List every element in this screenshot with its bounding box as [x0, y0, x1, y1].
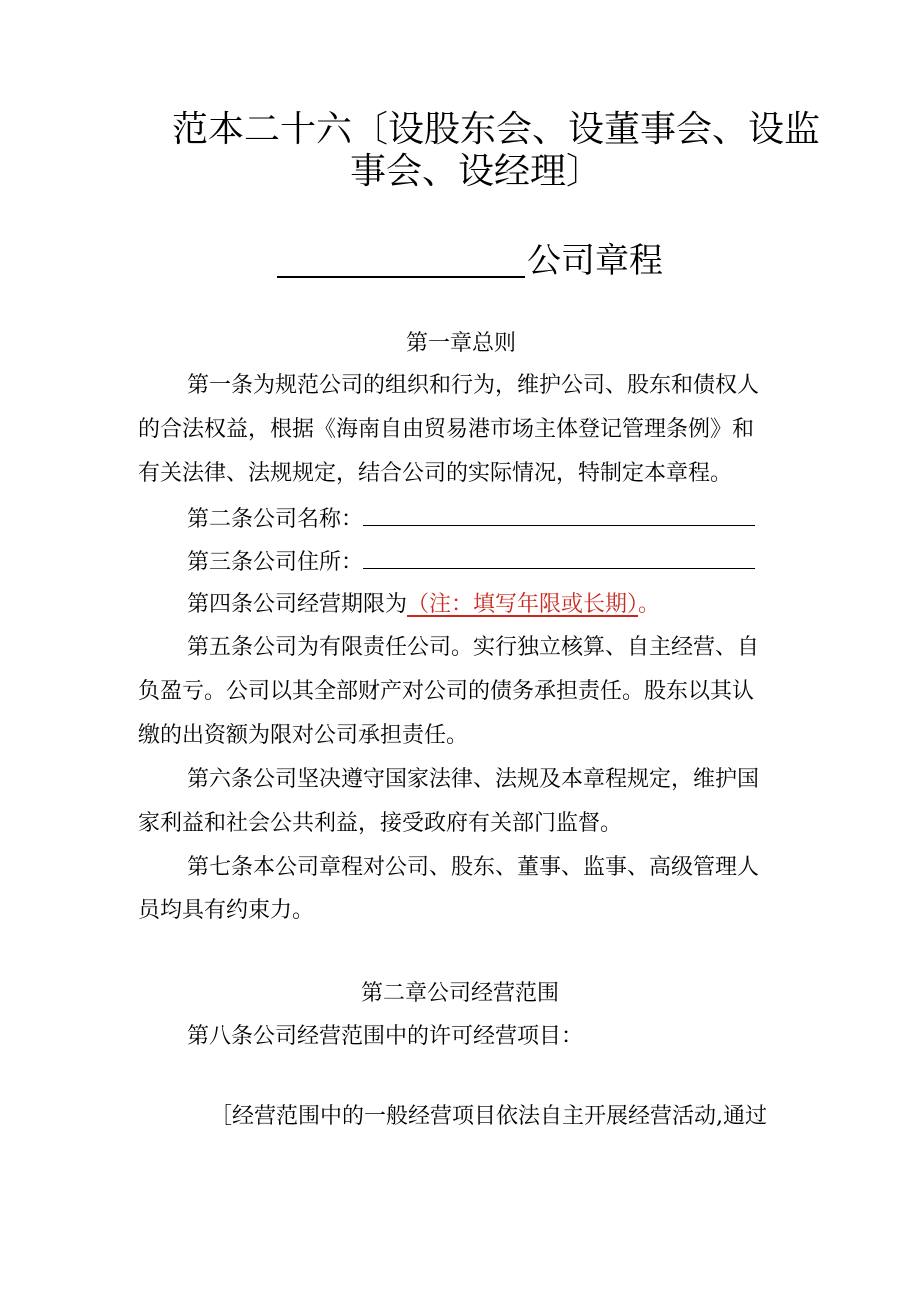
article8: 第八条公司经营范围中的许可经营项目： — [187, 1024, 584, 1049]
article7-line1: 第七条本公司章程对公司、股东、董事、监事、高级管理人 — [187, 855, 760, 880]
article2-label: 第二条公司名称： — [187, 507, 364, 532]
article4-suffix: 。 — [638, 592, 661, 617]
article6-line1: 第六条公司坚决遵守国家法律、法规及本章程规定，维护国 — [187, 767, 760, 792]
article5-line1: 第五条公司为有限责任公司。实行独立核算、自主经营、自 — [187, 635, 760, 660]
article3 — [187, 550, 755, 574]
article1-line3: 有关法律、法规规定，结合公司的实际情况，特制定本章程。 — [138, 461, 733, 486]
article4 — [187, 594, 660, 616]
article4-prefix: 第四条公司经营期限为 — [187, 592, 408, 617]
chapter1-heading: 第一章总则 — [406, 331, 517, 356]
article5-line2: 负盈亏。公司以其全部财产对公司的债务承担责任。股东以其认 — [138, 679, 755, 704]
article5-line3: 缴的出资额为限对公司承担责任。 — [138, 723, 469, 748]
document-title-line2: 事会、设经理〕 — [350, 151, 603, 192]
subtitle-text: 公司章程 — [527, 241, 663, 281]
business-scope-note: ［经营范围中的一般经营项目依法自主开展经营活动,通过 — [210, 1104, 767, 1129]
article4-note: （注：填写年限或长期） — [407, 592, 639, 617]
chapter2-heading: 第二章公司经营范围 — [361, 981, 560, 1006]
document-title-line1: 范本二十六〔设股东会、设董事会、设监 — [172, 109, 821, 150]
article1-line2: 的合法权益，根据《海南自由贸易港市场主体登记管理条例》和 — [138, 417, 755, 442]
company-name-blank — [277, 243, 525, 278]
article3-label: 第三条公司住所： — [187, 550, 364, 575]
company-address-field — [363, 550, 755, 569]
article7-line2: 员均具有约束力。 — [138, 898, 315, 923]
article1-line1: 第一条为规范公司的组织和行为，维护公司、股东和债权人 — [187, 373, 760, 398]
article2 — [187, 507, 755, 531]
document-subtitle — [277, 238, 663, 281]
company-name-field — [363, 507, 755, 526]
article6-line2: 家利益和社会公共利益，接受政府有关部门监督。 — [138, 811, 623, 836]
